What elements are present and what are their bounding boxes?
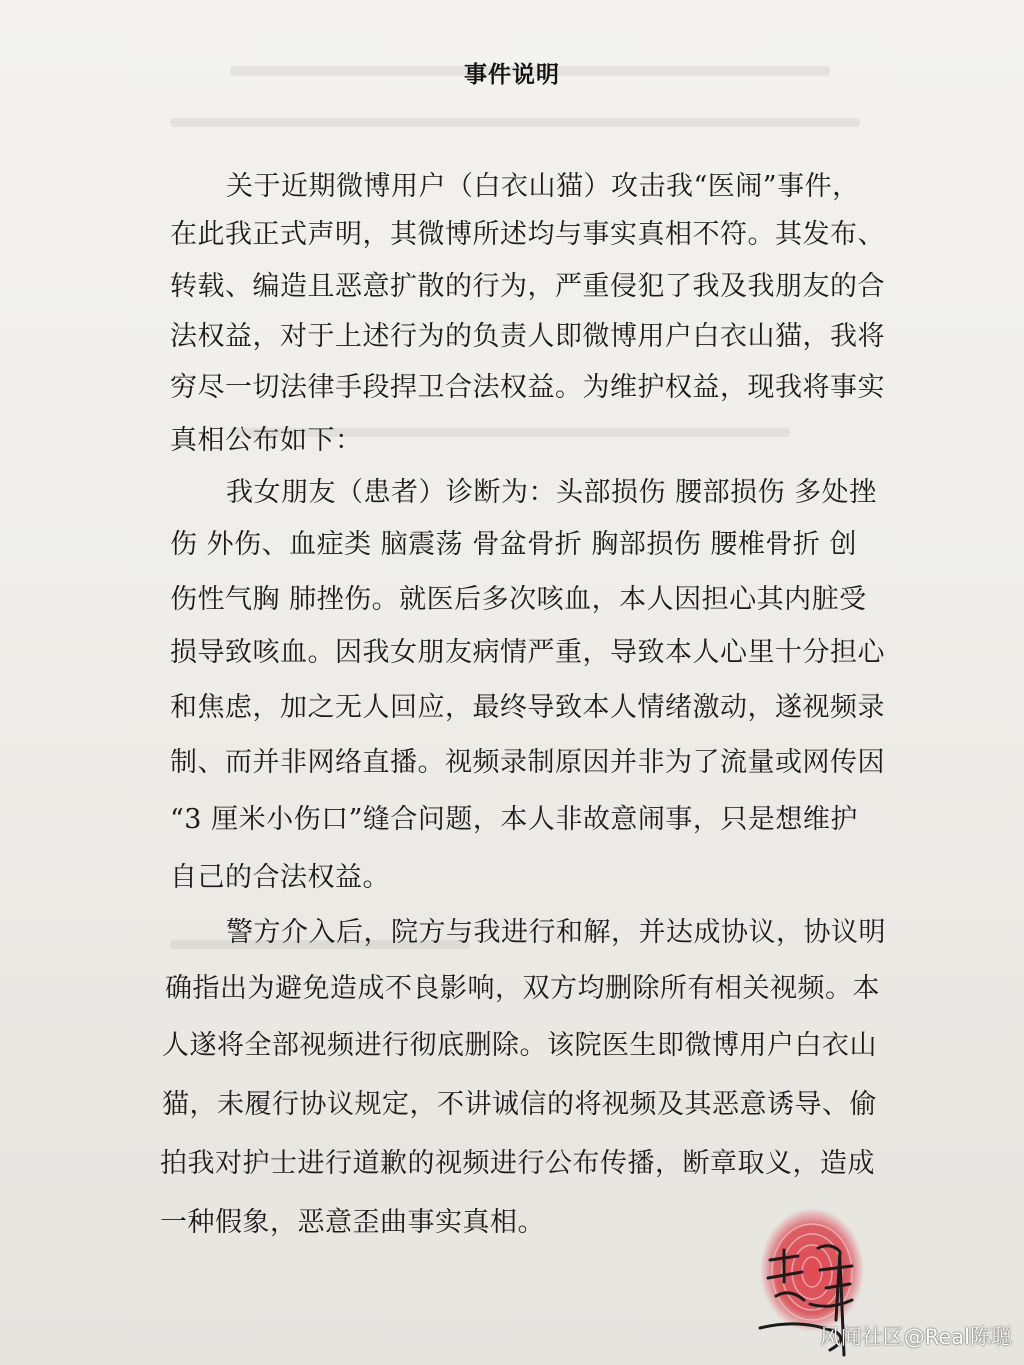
- body-line: “3 厘米小伤口”缝合问题，本人非故意闹事，只是想维护: [170, 804, 858, 835]
- body-line: 警方介入后，院方与我进行和解，并达成协议，协议明: [226, 917, 886, 948]
- body-line: 制、而并非网络直播。视频录制原因并非为了流量或网传因: [170, 747, 885, 778]
- body-line: 猫，未履行协议规定，不讲诚信的将视频及其恶意诱导、偷: [162, 1089, 877, 1120]
- body-line: 和焦虑，加之无人回应，最终导致本人情绪激动，遂视频录: [170, 692, 885, 723]
- body-line: 穷尽一切法律手段捍卫合法权益。为维护权益，现我将事实: [170, 372, 885, 403]
- body-line: 确指出为避免造成不良影响，双方均删除所有相关视频。本: [165, 973, 880, 1004]
- body-line: 人遂将全部视频进行彻底删除。该院医生即微博用户白衣山: [162, 1030, 877, 1061]
- body-line: 拍我对护士进行道歉的视频进行公布传播，断章取义，造成: [160, 1148, 875, 1179]
- document-title: 事件说明: [464, 62, 560, 88]
- body-line: 损导致咳血。因我女朋友病情严重，导致本人心里十分担心: [170, 637, 885, 668]
- body-line: 在此我正式声明，其微博所述均与事实真相不符。其发布、: [170, 219, 885, 250]
- body-line: 一种假象，恶意歪曲事实真相。: [160, 1207, 545, 1238]
- body-line: 真相公布如下：: [170, 425, 363, 456]
- body-line: 转载、编造且恶意扩散的行为，严重侵犯了我及我朋友的合: [170, 271, 885, 302]
- watermark-text: 风闻社区@Real陈聪: [819, 1325, 1012, 1349]
- body-line: 自己的合法权益。: [170, 862, 390, 893]
- body-line: 伤性气胸 肺挫伤。就医后多次咳血，本人因担心其内脏受: [170, 584, 867, 615]
- body-line: 我女朋友（患者）诊断为：头部损伤 腰部损伤 多处挫: [226, 477, 877, 508]
- body-line: 法权益，对于上述行为的负责人即微博用户白衣山猫，我将: [170, 321, 885, 352]
- body-line: 关于近期微博用户（白衣山猫）攻击我“医闹”事件，: [226, 171, 860, 202]
- body-line: 伤 外伤、血症类 脑震荡 骨盆骨折 胸部损伤 腰椎骨折 创: [170, 529, 857, 560]
